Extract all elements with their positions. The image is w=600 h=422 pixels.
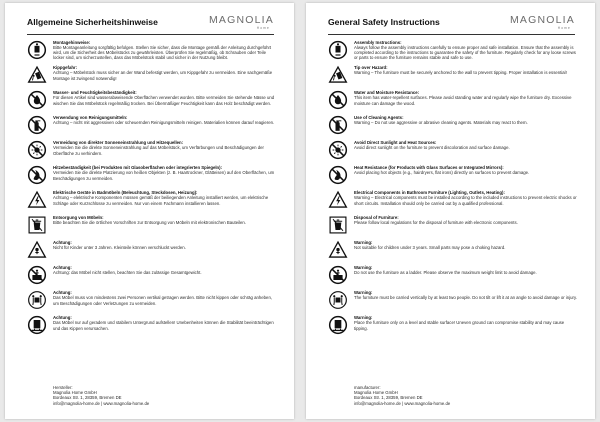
section-body: Bitte Montageanleitung sorgfältig befolgen. Stellen Sie sicher, dass die Montage gemäß der Anleitung durchgeführt wird, um die Sicherheit des Möbelstücks zu gewährleisten. Überprüfen Sie regelmäßig, ob Schrauben oder Teile locker sind, um sicherzustellen, dass das Möbelstück stabil und sicher in der Nutzung bleibt. bbox=[53, 45, 272, 61]
section-body: Achtung – elektrische Komponenten müssen gemäß der beiliegenden Anleitung installiert werden, um elektrische Schläge oder Kurzschlüsse zu vermeiden. Nur von einem Fachmann installieren lassen. bbox=[53, 195, 269, 206]
sunlight-icon bbox=[328, 140, 348, 160]
water-icon bbox=[27, 90, 47, 110]
section-heading: Electrical Components in Bathroom Furniture (Lighting, Outlets, Heating): bbox=[354, 190, 505, 196]
section-heading: Achtung: bbox=[53, 290, 72, 296]
section-body: Vermeiden Sie die direkte Sonneneinstrahlung auf das Möbelstück, um Verfärbungen und Beschädigungen der Oberfläche zu verhindern. bbox=[53, 145, 264, 156]
safety-section bbox=[27, 315, 276, 335]
section-heading: Achtung: bbox=[53, 240, 72, 246]
manufacturer-footer bbox=[53, 385, 149, 406]
section-heading: Hitzebeständigkeit (bei Produkten mit Glasoberflächen oder integrierten Spiegeln): bbox=[53, 165, 223, 171]
section-body: Warning – The furniture must be securely anchored to the wall to prevent tipping. Proper installation is essential! bbox=[354, 70, 567, 76]
section-body: Do not use the furniture as a ladder. Please observe the maximum weight limit to avoid damage. bbox=[354, 270, 537, 276]
footer-line: Bordeaux Str. 1, 28359, Bremen DE bbox=[53, 395, 122, 401]
footer-line: info@magnolia-home.de | www.magnolia-home.de bbox=[354, 400, 451, 406]
section-text bbox=[53, 165, 276, 180]
section-text bbox=[354, 290, 577, 300]
assembly-instructions-icon bbox=[328, 40, 348, 60]
safety-section bbox=[328, 240, 577, 260]
section-body: Always follow the assembly instructions carefully to ensure proper and safe installation. Ensure that the assembly is completed according to the instructions to guarantee the safety of the furniture. Regularly check for any loose screws or parts to ensure the furniture remains stable and safe to use. bbox=[354, 45, 576, 61]
section-body: Achtung – nicht mit aggressiven oder scheuernden Reinigungsmitteln reinigen. Materialien können darauf reagieren. bbox=[53, 120, 275, 126]
safety-section bbox=[27, 140, 276, 160]
section-heading: Entsorgung von Möbeln: bbox=[53, 215, 104, 221]
section-text bbox=[53, 315, 276, 330]
section-body: Achtung – Möbelstück muss sicher an der Wand befestigt werden, um Kippgefahr zu vermeiden. Eine sachgemäße Montage ist zwingend notwendig! bbox=[53, 70, 273, 81]
section-text bbox=[53, 65, 276, 80]
footer-line: manufacturer: bbox=[354, 384, 381, 390]
safety-section bbox=[328, 115, 577, 135]
section-heading: Warning: bbox=[354, 290, 373, 296]
section-body: This item has water-repellent surfaces. Please avoid standing water and regularly wipe the furniture dry. Excessive moisture can damage the wood. bbox=[354, 95, 572, 106]
safety-section bbox=[27, 115, 276, 135]
section-heading: Elektrische Geräte in Badmöbeln (Beleuchtung, Steckdosen, Heizung): bbox=[53, 190, 198, 196]
safety-section bbox=[27, 240, 276, 260]
cleaning-agents-icon bbox=[328, 115, 348, 135]
section-heading: Heat Resistance (for Products with Glass Surfaces or Integrated Mirrors): bbox=[354, 165, 504, 171]
section-text bbox=[354, 315, 577, 330]
safety-section bbox=[27, 290, 276, 310]
page-english bbox=[306, 3, 595, 419]
footer-line: Hersteller: bbox=[53, 384, 73, 390]
brand-name: MAGNOLIA bbox=[208, 14, 274, 26]
page-header bbox=[27, 15, 274, 31]
two-person-carry-icon bbox=[328, 290, 348, 310]
safety-section bbox=[328, 215, 577, 235]
section-text bbox=[354, 265, 577, 275]
section-text bbox=[53, 265, 276, 275]
section-text bbox=[354, 40, 577, 60]
section-text bbox=[354, 65, 577, 75]
section-text bbox=[53, 240, 276, 250]
safety-section bbox=[27, 90, 276, 110]
section-heading: Achtung: bbox=[53, 265, 72, 271]
safety-section bbox=[328, 90, 577, 110]
no-climbing-icon bbox=[328, 265, 348, 285]
section-heading: Use of Cleaning Agents: bbox=[354, 115, 404, 121]
electrical-icon bbox=[27, 190, 47, 210]
heat-icon bbox=[27, 165, 47, 185]
section-heading: Verwendung von Reinigungsmitteln: bbox=[53, 115, 128, 121]
section-body: Place the furniture only on a level and stable surface! Uneven ground can compromise stability and may cause tipping. bbox=[354, 320, 565, 331]
section-text bbox=[53, 140, 276, 155]
section-text bbox=[354, 165, 577, 175]
section-text bbox=[354, 190, 577, 205]
section-text bbox=[354, 215, 577, 225]
section-text bbox=[53, 40, 276, 60]
no-climbing-icon bbox=[27, 265, 47, 285]
safety-section bbox=[328, 315, 577, 335]
section-heading: Avoid Direct Sunlight and Heat Sources: bbox=[354, 140, 437, 146]
section-text bbox=[53, 190, 276, 205]
water-icon bbox=[328, 90, 348, 110]
footer-line: Bordeaux Str. 1, 28359, Bremen DE bbox=[354, 395, 423, 401]
level-surface-icon bbox=[27, 315, 47, 335]
section-body: Das Möbel muss von mindestens zwei Personen vertikal getragen werden. Bitte nicht kippen oder schräg anheben, um Beschädigungen oder Verletzungen zu vermeiden. bbox=[53, 295, 273, 306]
section-text bbox=[53, 215, 276, 225]
tip-over-icon bbox=[328, 65, 348, 85]
small-parts-warning-icon bbox=[328, 240, 348, 260]
section-body: Please follow local regulations for the disposal of furniture with electronic components. bbox=[354, 220, 518, 226]
safety-section bbox=[27, 165, 276, 185]
section-heading: Warning: bbox=[354, 265, 373, 271]
header-rule bbox=[27, 34, 274, 35]
brand-sub: Home bbox=[256, 26, 270, 30]
section-heading: Kippgefahr: bbox=[53, 65, 78, 71]
disposal-icon bbox=[328, 215, 348, 235]
page-title: Allgemeine Sicherheitshinweise bbox=[27, 17, 158, 27]
section-body: Avoid direct sunlight on the furniture to prevent discoloration and surface damage. bbox=[354, 145, 510, 151]
section-body: The furniture must be carried vertically by at least two people. Do not tilt or lift it at an angle to avoid damage or injury. bbox=[354, 295, 577, 301]
page-title: General Safety Instructions bbox=[328, 17, 440, 27]
section-body: Achtung: das Möbel nicht stellen, beachten Sie das zulässige Gesamtgewicht. bbox=[53, 270, 202, 276]
brand-logo bbox=[510, 15, 575, 30]
assembly-instructions-icon bbox=[27, 40, 47, 60]
section-body: Avoid placing hot objects (e.g., hairdryers, flat irons) directly on surfaces to prevent damage. bbox=[354, 170, 530, 176]
section-text bbox=[53, 90, 276, 105]
small-parts-warning-icon bbox=[27, 240, 47, 260]
disposal-icon bbox=[27, 215, 47, 235]
level-surface-icon bbox=[328, 315, 348, 335]
section-body: Bitte beachten Sie die örtlichen Vorschriften zur Entsorgung von Möbeln mit elektronischen Bauteilen. bbox=[53, 220, 246, 226]
section-text bbox=[53, 290, 276, 305]
section-heading: Warning: bbox=[354, 315, 373, 321]
section-heading: Water and Moisture Resistance: bbox=[354, 90, 420, 96]
instruction-list bbox=[27, 40, 276, 340]
section-text bbox=[354, 115, 577, 125]
safety-section bbox=[328, 40, 577, 60]
tip-over-icon bbox=[27, 65, 47, 85]
cleaning-agents-icon bbox=[27, 115, 47, 135]
section-body: Not suitable for children under 3 years. Small parts may pose a choking hazard. bbox=[354, 245, 506, 251]
section-heading: Assembly Instructions: bbox=[354, 40, 402, 45]
footer-line: info@magnolia-home.de | www.magnolia-home.de bbox=[53, 400, 150, 406]
footer-line: Magnolia Home GmbH bbox=[354, 390, 398, 396]
safety-section bbox=[328, 140, 577, 160]
two-person-carry-icon bbox=[27, 290, 47, 310]
brand-logo bbox=[209, 15, 274, 30]
section-body: Nicht für Kinder unter 3 Jahren. Kleinteile können verschluckt werden. bbox=[53, 245, 186, 251]
page-german bbox=[5, 3, 294, 419]
sunlight-icon bbox=[27, 140, 47, 160]
safety-section bbox=[328, 65, 577, 85]
header-rule bbox=[328, 34, 575, 35]
safety-section bbox=[27, 265, 276, 285]
section-body: Für diesen Artikel sind wasserabweisende Oberflächen verwendet worden. Bitte vermeiden Sie stehende Nässe und wischen Sie das Möbelstück regelmäßig trocken. Bei Übermäßiger Feuchtigkeit kann das Holz beschädigt werden. bbox=[53, 95, 275, 106]
instruction-list bbox=[328, 40, 577, 340]
section-body: Vermeiden Sie die direkte Platzierung von heißen Objekten (z. B. Haartrockner, Glätteisen) auf den Oberflächen, um Beschädigungen zu vermeiden. bbox=[53, 170, 275, 181]
safety-section bbox=[328, 165, 577, 185]
page-header bbox=[328, 15, 575, 31]
electrical-icon bbox=[328, 190, 348, 210]
safety-section bbox=[27, 190, 276, 210]
section-heading: Montagehinweise: bbox=[53, 40, 91, 45]
section-heading: Vermeidung von direkter Sonneneinstrahlung und Hitzequellen: bbox=[53, 140, 184, 146]
brand-name: MAGNOLIA bbox=[509, 14, 575, 26]
section-heading: Tip over Hazard: bbox=[354, 65, 388, 71]
safety-section bbox=[27, 40, 276, 60]
section-heading: Achtung: bbox=[53, 315, 72, 321]
section-heading: Disposal of Furniture: bbox=[354, 215, 399, 221]
manufacturer-footer bbox=[354, 385, 450, 406]
section-text bbox=[354, 140, 577, 150]
section-heading: Warning: bbox=[354, 240, 373, 246]
brand-sub: Home bbox=[557, 26, 571, 30]
section-body: Das Möbel nur auf geradem und stabilem Untergrund aufstellen! Unebenheiten können die Stabilität beeinträchtigen und das Kippen verursachen. bbox=[53, 320, 274, 331]
footer-line: Magnolia Home GmbH bbox=[53, 390, 97, 396]
safety-section bbox=[328, 290, 577, 310]
section-body: Warning – Electrical components must be installed according to the included instructions to prevent electric shocks or short circuits. Installation should only be carried out by a qualified professional. bbox=[354, 195, 577, 206]
section-text bbox=[53, 115, 276, 125]
section-heading: Wasser- und Feuchtigkeitsbeständigkeit: bbox=[53, 90, 137, 96]
safety-section bbox=[328, 265, 577, 285]
safety-section bbox=[328, 190, 577, 210]
section-body: Warning – Do not use aggressive or abrasive cleaning agents. Materials may react to them. bbox=[354, 120, 528, 126]
heat-icon bbox=[328, 165, 348, 185]
safety-section bbox=[27, 215, 276, 235]
section-text bbox=[354, 90, 577, 105]
section-text bbox=[354, 240, 577, 250]
safety-section bbox=[27, 65, 276, 85]
